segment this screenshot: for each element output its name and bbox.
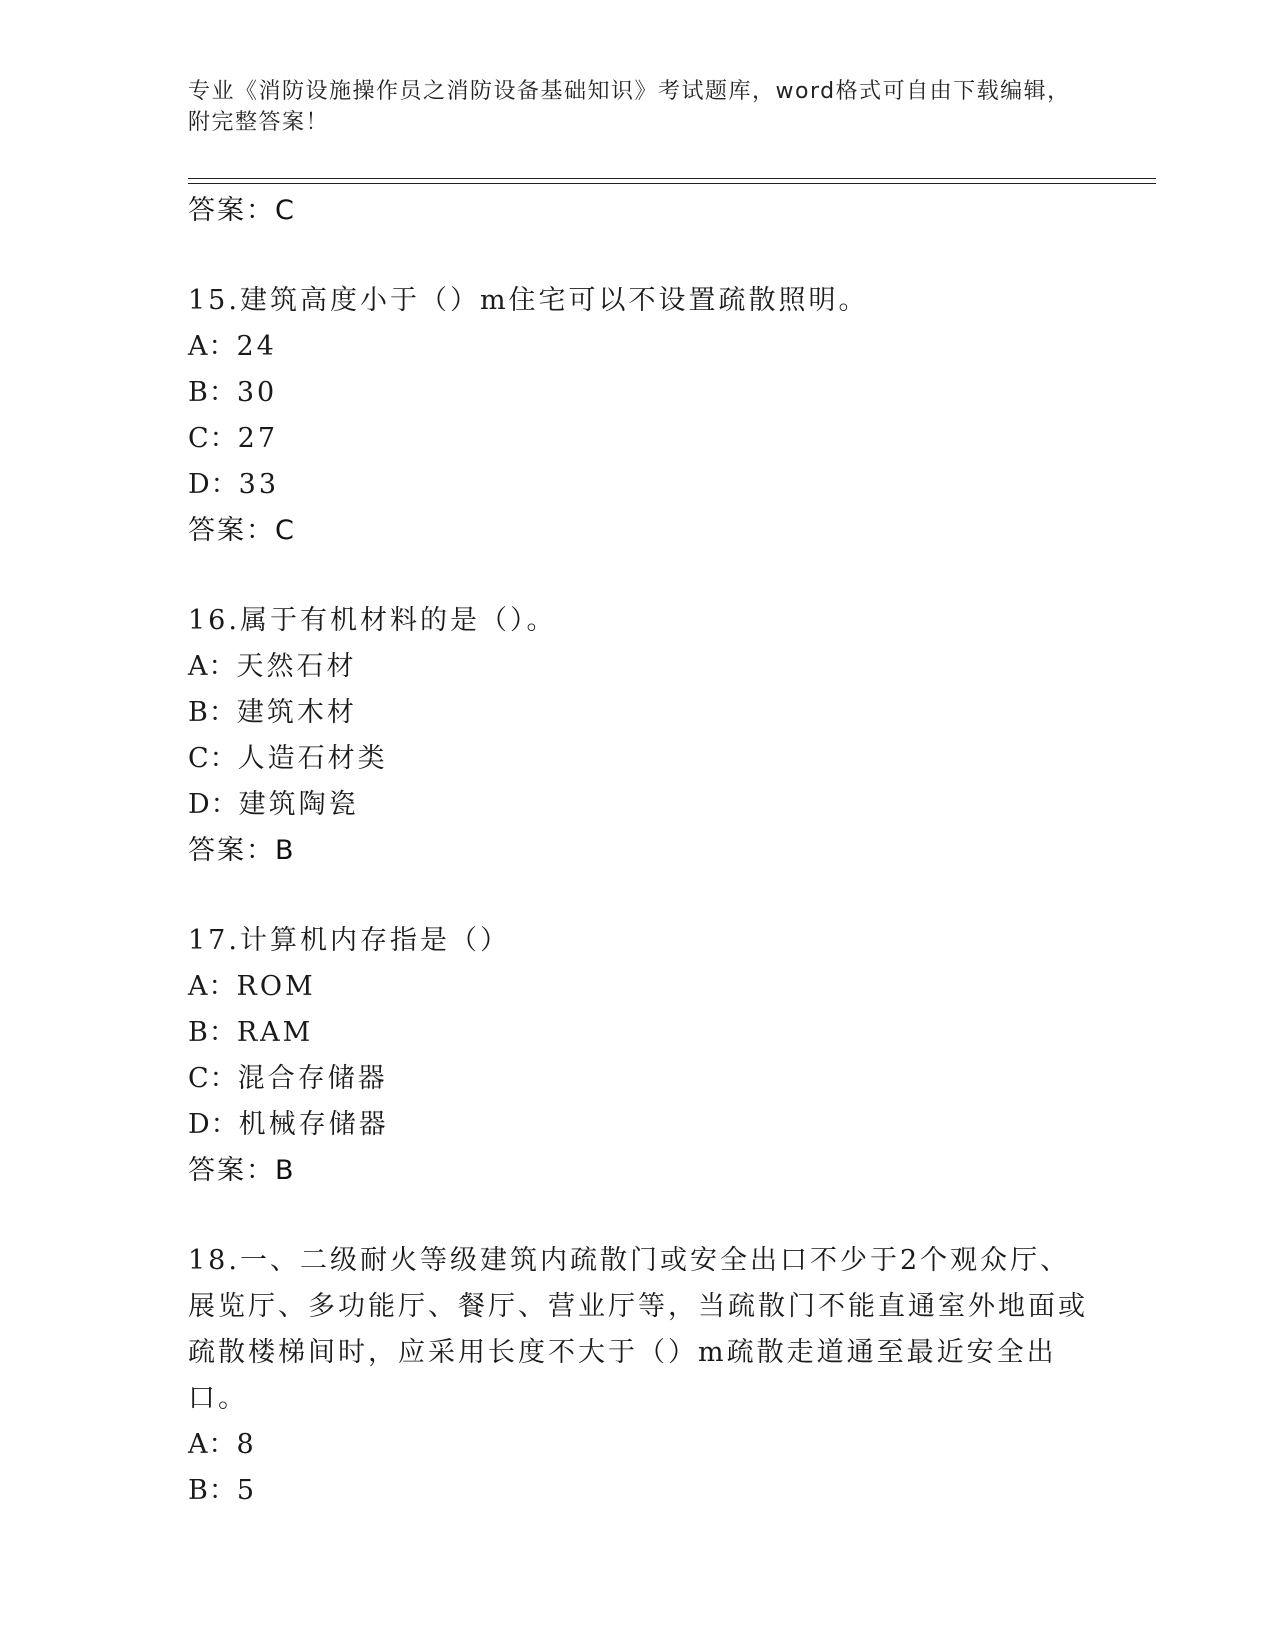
option-text: 机械存储器 <box>238 1109 389 1140</box>
option-letter: C： <box>188 743 238 774</box>
option-text: 建筑木材 <box>236 697 357 728</box>
question-18 <box>188 1238 1088 1514</box>
question-stem: 17.计算机内存指是（） <box>188 925 510 956</box>
option-text: 人造石材类 <box>237 743 388 774</box>
option-letter: B： <box>188 697 237 728</box>
option-text: RAM <box>236 1017 314 1048</box>
option-text: 天然石材 <box>236 651 357 682</box>
option-d <box>188 1102 1088 1148</box>
answer-line: 答案：B <box>188 1155 296 1186</box>
question-list <box>188 188 1088 1514</box>
option-text: 混合存储器 <box>237 1063 388 1094</box>
option-text: 24 <box>236 331 277 362</box>
option-text: 30 <box>236 377 278 408</box>
option-a <box>188 324 1088 370</box>
previous-answer: 答案：C <box>188 195 296 226</box>
option-a <box>188 644 1088 690</box>
option-c <box>188 416 1088 462</box>
option-letter: B： <box>188 1475 237 1506</box>
option-b <box>188 1468 1088 1514</box>
option-a <box>188 964 1088 1010</box>
question-16 <box>188 598 1088 874</box>
question-stem: 18.一、二级耐火等级建筑内疏散门或安全出口不少于2个观众厅、展览厅、多功能厅、餐厅、营业厅等，当疏散门不能直通室外地面或疏散楼梯间时，应采用长度不大于（）m疏散走道通至最近安全出口。 <box>188 1245 1088 1414</box>
option-letter: D： <box>188 789 239 820</box>
option-d <box>188 462 1088 508</box>
header-rule-bottom <box>188 183 1156 184</box>
option-letter: A： <box>188 331 237 362</box>
option-b <box>188 1010 1088 1056</box>
option-letter: B： <box>188 1017 237 1048</box>
option-a <box>188 1422 1088 1468</box>
question-15 <box>188 278 1088 554</box>
option-letter: C： <box>188 1063 238 1094</box>
option-text: 27 <box>237 423 279 454</box>
option-b <box>188 690 1088 736</box>
header-rule-top <box>188 178 1156 179</box>
answer-line: 答案：B <box>188 835 296 866</box>
answer-line: 答案：C <box>188 515 296 546</box>
option-letter: A： <box>188 971 237 1002</box>
option-text: 8 <box>236 1429 257 1460</box>
option-letter: D： <box>188 1109 239 1140</box>
option-letter: A： <box>188 651 237 682</box>
option-text: 33 <box>238 469 280 500</box>
option-letter: B： <box>188 377 237 408</box>
question-stem: 15.建筑高度小于（）m住宅可以不设置疏散照明。 <box>188 285 869 316</box>
option-c <box>188 736 1088 782</box>
question-17 <box>188 918 1088 1194</box>
option-d <box>188 782 1088 828</box>
option-b <box>188 370 1088 416</box>
option-letter: C： <box>188 423 238 454</box>
option-letter: A： <box>188 1429 237 1460</box>
question-stem: 16.属于有机材料的是（）。 <box>188 605 557 636</box>
document-header: 专业《消防设施操作员之消防设备基础知识》考试题库，word格式可自由下载编辑，附完整答案！ <box>188 79 1071 135</box>
option-letter: D： <box>188 469 239 500</box>
option-c <box>188 1056 1088 1102</box>
option-text: 5 <box>236 1475 258 1506</box>
option-text: ROM <box>236 971 316 1002</box>
option-text: 建筑陶瓷 <box>238 789 359 820</box>
